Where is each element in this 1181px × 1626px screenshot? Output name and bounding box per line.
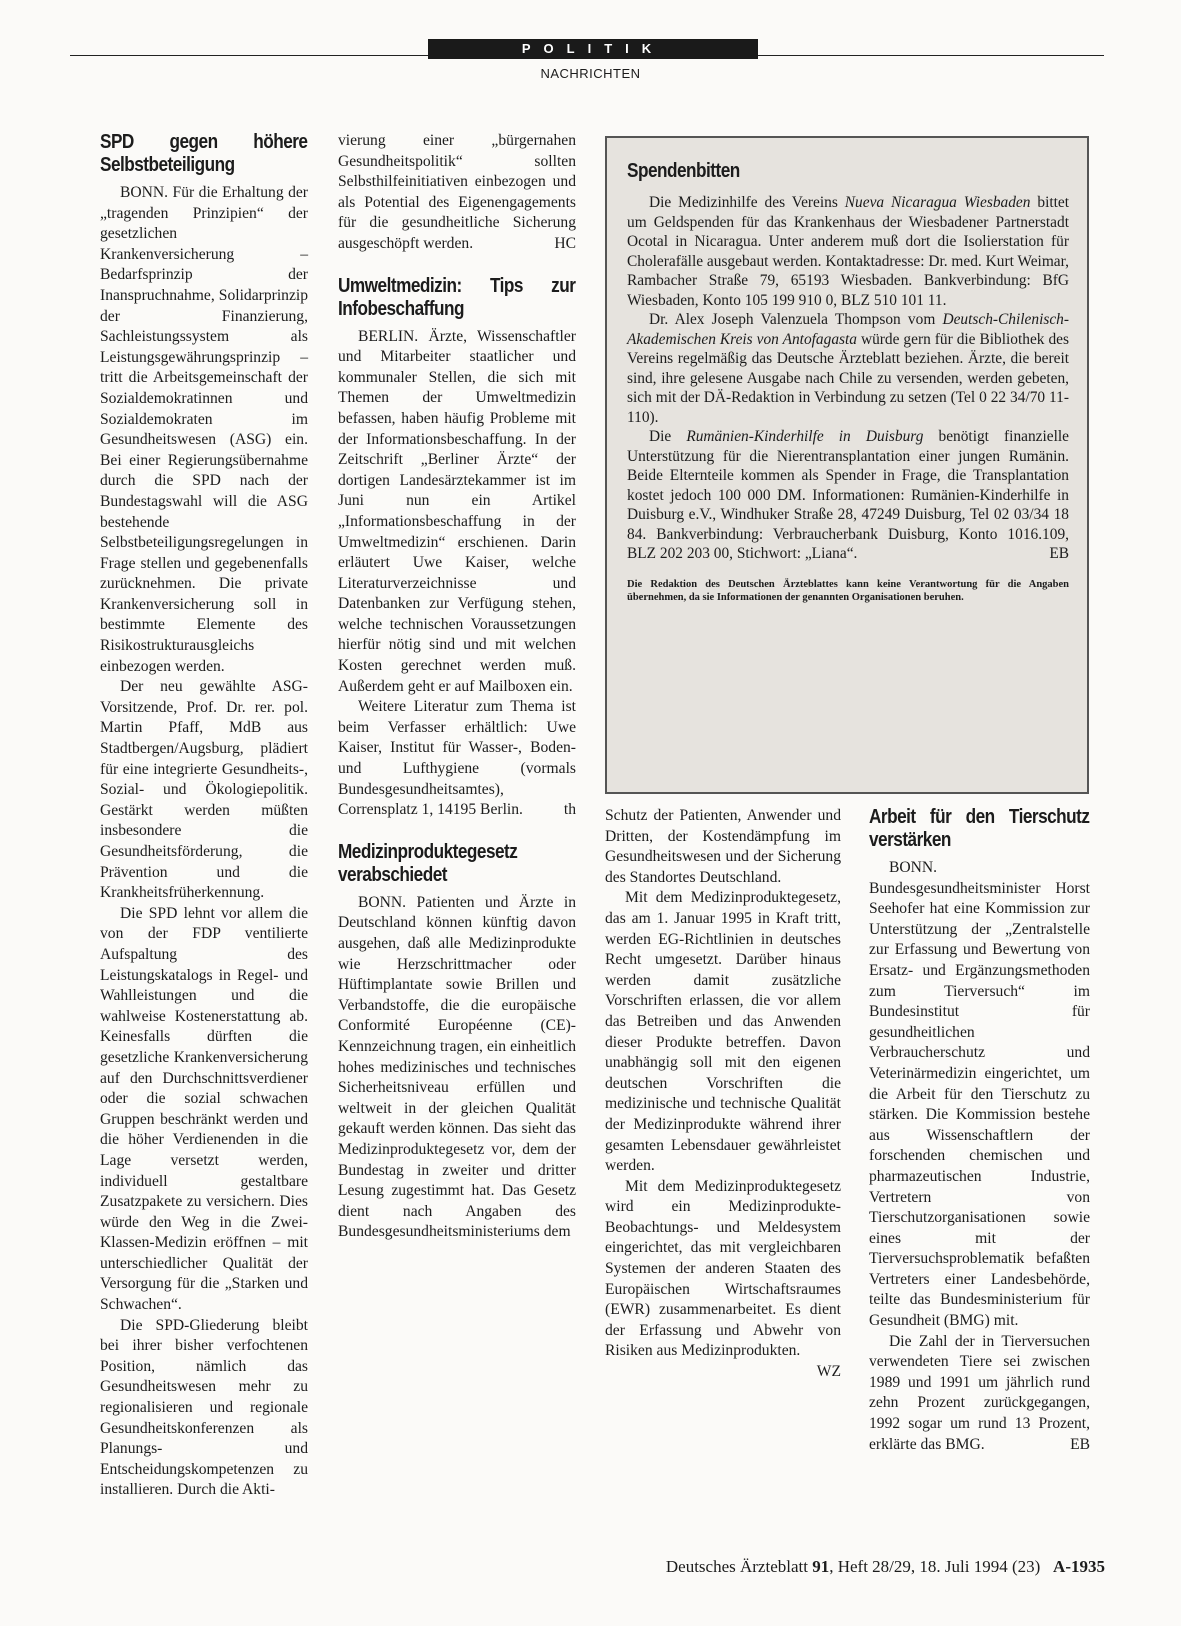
column-3 — [605, 806, 841, 1383]
paragraph: Der neu gewählte ASG-Vorsitzende, Prof. Dr. rer. pol. Martin Pfaff, MdB aus Stadtbergen/Augsburg, plädiert für eine integrierte Gesundheits-, Sozial- und Ökologiepolitik. Gestärkt werden müßten insbesondere die Gesundheitsförderung, die Prävention und die Krankheitsfrüherkennung. — [100, 678, 308, 902]
paragraph: Die Zahl der in Tierversuchen verwendeten Tiere sei zwischen 1989 und 1991 um jährlich rund zehn Prozent zurückgegangen, 1992 sogar um rund 13 Prozent, erklärte das BMG. EB — [869, 1332, 1090, 1456]
paragraph: BONN. Patienten und Ärzte in Deutschland können künftig davon ausgehen, daß alle Medizinprodukte wie Herzschrittmacher oder Hüftimplantate sowie Brillen und Verbandstoffe, die die europäische Conformité Européenne (CE)-Kennzeichnung tragen, ein einheitlich hohes medizinisches und technisches Sicherheitsniveau erfüllen und weltweit in der gleichen Qualität gekauft werden können. Das sieht das Medizinproduktegesetz vor, dem der Bundestag in zweiter und dritter Lesung zugestimmt hat. Das Gesetz dient nach Angaben des Bundesgesundheitsministeriums dem — [338, 893, 576, 1241]
page-footer — [666, 1557, 1105, 1577]
notice-box — [605, 136, 1089, 794]
author-signature: HC — [554, 234, 576, 252]
headline-spd: SPD gegen höhere Selbstbeteiligung — [100, 131, 308, 176]
column-4 — [869, 806, 1090, 1455]
paragraph: Dr. Alex Joseph Valenzuela Thompson vom Deutsch-Chilenisch-Akademischen Kreis von Antofagasta würde gern für die Bibliothek des Vereins regelmäßig das Deutsche Ärzteblatt beziehen. Ärzte, die bereit sind, ihre gelesene Ausgabe nach Chile zu versenden, werden gebeten, sich mit der DÄ-Redaktion in Verbindung zu setzen (Tel 0 22 34/70 11-110). — [627, 311, 1069, 426]
column-1 — [100, 131, 308, 1501]
headline-spendenbitten: Spendenbitten — [627, 160, 740, 182]
paragraph-continuation: vierung einer „bürgernahen Gesundheitspolitik“ sollten Selbsthilfeinitiativen einbezogen und als Potential des Eigenengagements für die gesundheitliche Sicherung ausgeschöpft werden. HC — [338, 131, 576, 255]
page-number: A-1935 — [1053, 1557, 1105, 1576]
journal-name: Deutsches Ärzteblatt — [665, 1557, 808, 1576]
author-signature: th — [563, 801, 576, 819]
section-label: POLITIK — [428, 39, 758, 59]
headline-umweltmedizin: Umweltmedizin: Tips zur Infobeschaffung — [338, 274, 576, 320]
paragraph: Die SPD lehnt vor allem die von der FDP ventilierte Aufspaltung des Leistungskatalogs in Regel- und Wahlleistungen und die wahlweise Kostenerstattung ab. Keinesfalls dürften die gesetzliche Krankenversicherung auf den Durchschnittsverdiener oder die sozial schwachen Gruppen beschränkt werden und die höher Verdienenden in die Lage versetzt werden, individuell gestaltbare Zusatzpakete zu versichern. Dies würde den Weg in die Zwei-Klassen-Medizin eröffnen – mit unterschiedlicher Qualität der Versorgung für die „Starken und Schwachen“. — [100, 904, 308, 1314]
paragraph: Mit dem Medizinproduktegesetz, das am 1. Januar 1995 in Kraft tritt, werden EG-Richtlinien in deutsches Recht umgesetzt. Darüber hinaus werden damit zusätzliche Vorschriften erlassen, die vor allem das Betreiben und das Anwenden dieser Produkte betreffen. Davon unabhängig soll mit den eigenen deutschen Vorschriften die medizinische und technische Qualität der Medizinprodukte während ihrer gesamten Lebensdauer gewährleistet werden. — [605, 889, 841, 1175]
headline-medizinproduktegesetz: Medizinproduktegesetz verabschiedet — [338, 840, 518, 886]
subsection-label: NACHRICHTEN — [540, 66, 641, 81]
paragraph: Die Medizinhilfe des Vereins Nueva Nicaragua Wiesbaden bittet um Geldspenden für das Krankenhaus der Wiesbadener Partnerstadt Ocotal in Nicaragua. Unter anderem muß dort die Isolierstation für Cholerafälle ausgebaut werden. Kontaktadresse: Dr. med. Kurt Weimar, Rambacher Straße 79, 65193 Wiesbaden. Bankverbindung: BfG Wiesbaden, Konto 105 199 910 0, BLZ 510 101 11. — [627, 194, 1069, 309]
author-signature: EB — [1070, 1435, 1090, 1453]
disclaimer: Die Redaktion des Deutschen Ärzteblattes kann keine Verantwortung für die Angaben übernehmen, da sie Informationen der genannten Organisationen beruhen. — [627, 578, 1069, 603]
paragraph: BONN. Bundesgesundheitsminister Horst Seehofer hat eine Kommission zur Unterstützung der „Zentralstelle zur Erfassung und Bewertung von Ersatz- und Ergänzungsmethoden zum Tierversuch“ im Bundesinstitut für gesundheitlichen Verbraucherschutz und Veterinärmedizin eingerichtet, um die Arbeit für den Tierschutz zu stärken. Die Kommission bestehe aus Wissenschaftlern der forschenden chemischen und pharmazeutischen Industrie, Vertretern von Tierschutzorganisationen sowie eines mit der Tierversuchsproblematik befaßten Vertreters einer Landesbehörde, teilte das Bundesministerium für Gesundheit (BMG) mit. — [869, 859, 1090, 1330]
paragraph: Schutz der Patienten, Anwender und Dritten, der Kostendämpfung im Gesundheitswesen und der Sicherung des Standortes Deutschland. — [605, 807, 841, 886]
author-signature: WZ — [816, 1363, 841, 1381]
paragraph: BONN. Für die Erhaltung der „tragenden Prinzipien“ der gesetzlichen Krankenversicherung – Bedarfsprinzip der Inanspruchnahme, Solidarprinzip der Finanzierung, Sachleistungssystem als Leistungsgewährungsprinzip – tritt die Arbeitsgemeinschaft der Sozialdemokratinnen und Sozialdemokraten im Gesundheitswesen (ASG) ein. Bei einer Regierungsübernahme durch die SPD nach der Bundestagswahl will die ASG bestehende Selbstbeteiligungsregelungen in Frage stellen und gegebenenfalls zurücknehmen. Die private Krankenversicherung soll in bestimmte Elemente des Risikostrukturausgleichs einbezogen werden. — [100, 184, 308, 675]
author-signature: EB — [1049, 545, 1069, 562]
paragraph: Mit dem Medizinproduktegesetz wird ein Medizinprodukte-Beobachtungs- und Meldesystem eingerichtet, das mit vergleichbaren Systemen der anderen Staaten des Europäischen Wirtschaftsraumes (EWR) zusammenarbeitet. Es dient der Erfassung und Abwehr von Risiken aus Medizinprodukten. WZ — [605, 1177, 841, 1362]
volume-number: 91 — [812, 1557, 830, 1576]
paragraph: Die Rumänien-Kinderhilfe in Duisburg benötigt finanzielle Unterstützung für die Nierentransplantation einer jungen Rumänin. Beide Elternteile kommen als Spender in Frage, die Transplantation kostet jedoch 100 000 DM. Informationen: Rumänien-Kinderhilfe in Duisburg e.V., Windhuker Straße 28, 47249 Duisburg, Tel 02 03/34 18 84. Bankverbindung: Verbraucherbank Duisburg, Konto 1016.109, BLZ 202 203 00, Stichwort: „Liana“. EB — [627, 428, 1069, 562]
issue-info: , Heft 28/29, 18. Juli 1994 (23) — [829, 1557, 1041, 1576]
column-2 — [338, 131, 576, 1243]
paragraph: Weitere Literatur zum Thema ist beim Verfasser erhältlich: Uwe Kaiser, Institut für Wasser-, Boden- und Lufthygiene (vormals Bundesgesundheitsamtes), Corrensplatz 1, 14195 Berlin. th — [338, 697, 576, 821]
paragraph: BERLIN. Ärzte, Wissenschaftler und Mitarbeiter staatlicher und kommunaler Stellen, die sich mit Themen der Umweltmedizin befassen, haben häufig Probleme mit der Informationsbeschaffung. In der Zeitschrift „Berliner Ärzte“ der dortigen Landesärztekammer ist im Juni nun ein Artikel „Informationsbeschaffung in der Umweltmedizin“ erschienen. Darin erläutert Uwe Kaiser, welche Literaturverzeichnisse und Datenbanken zur Verfügung stehen, welche technischen Voraussetzungen hierfür nötig sind und mit welchen Kosten gerechnet werden muß. Außerdem geht er auf Mailboxen ein. — [338, 327, 576, 695]
paragraph: Die SPD-Gliederung bleibt bei ihrer bisher verfochtenen Position, nämlich das Gesundheitswesen mehr zu regionalisieren und regionale Gesundheitskonferenzen als Planungs- und Entscheidungskompetenzen zu installieren. Durch die Akti- — [100, 1316, 308, 1499]
headline-tierschutz: Arbeit für den Tierschutz verstärken — [869, 806, 1090, 851]
